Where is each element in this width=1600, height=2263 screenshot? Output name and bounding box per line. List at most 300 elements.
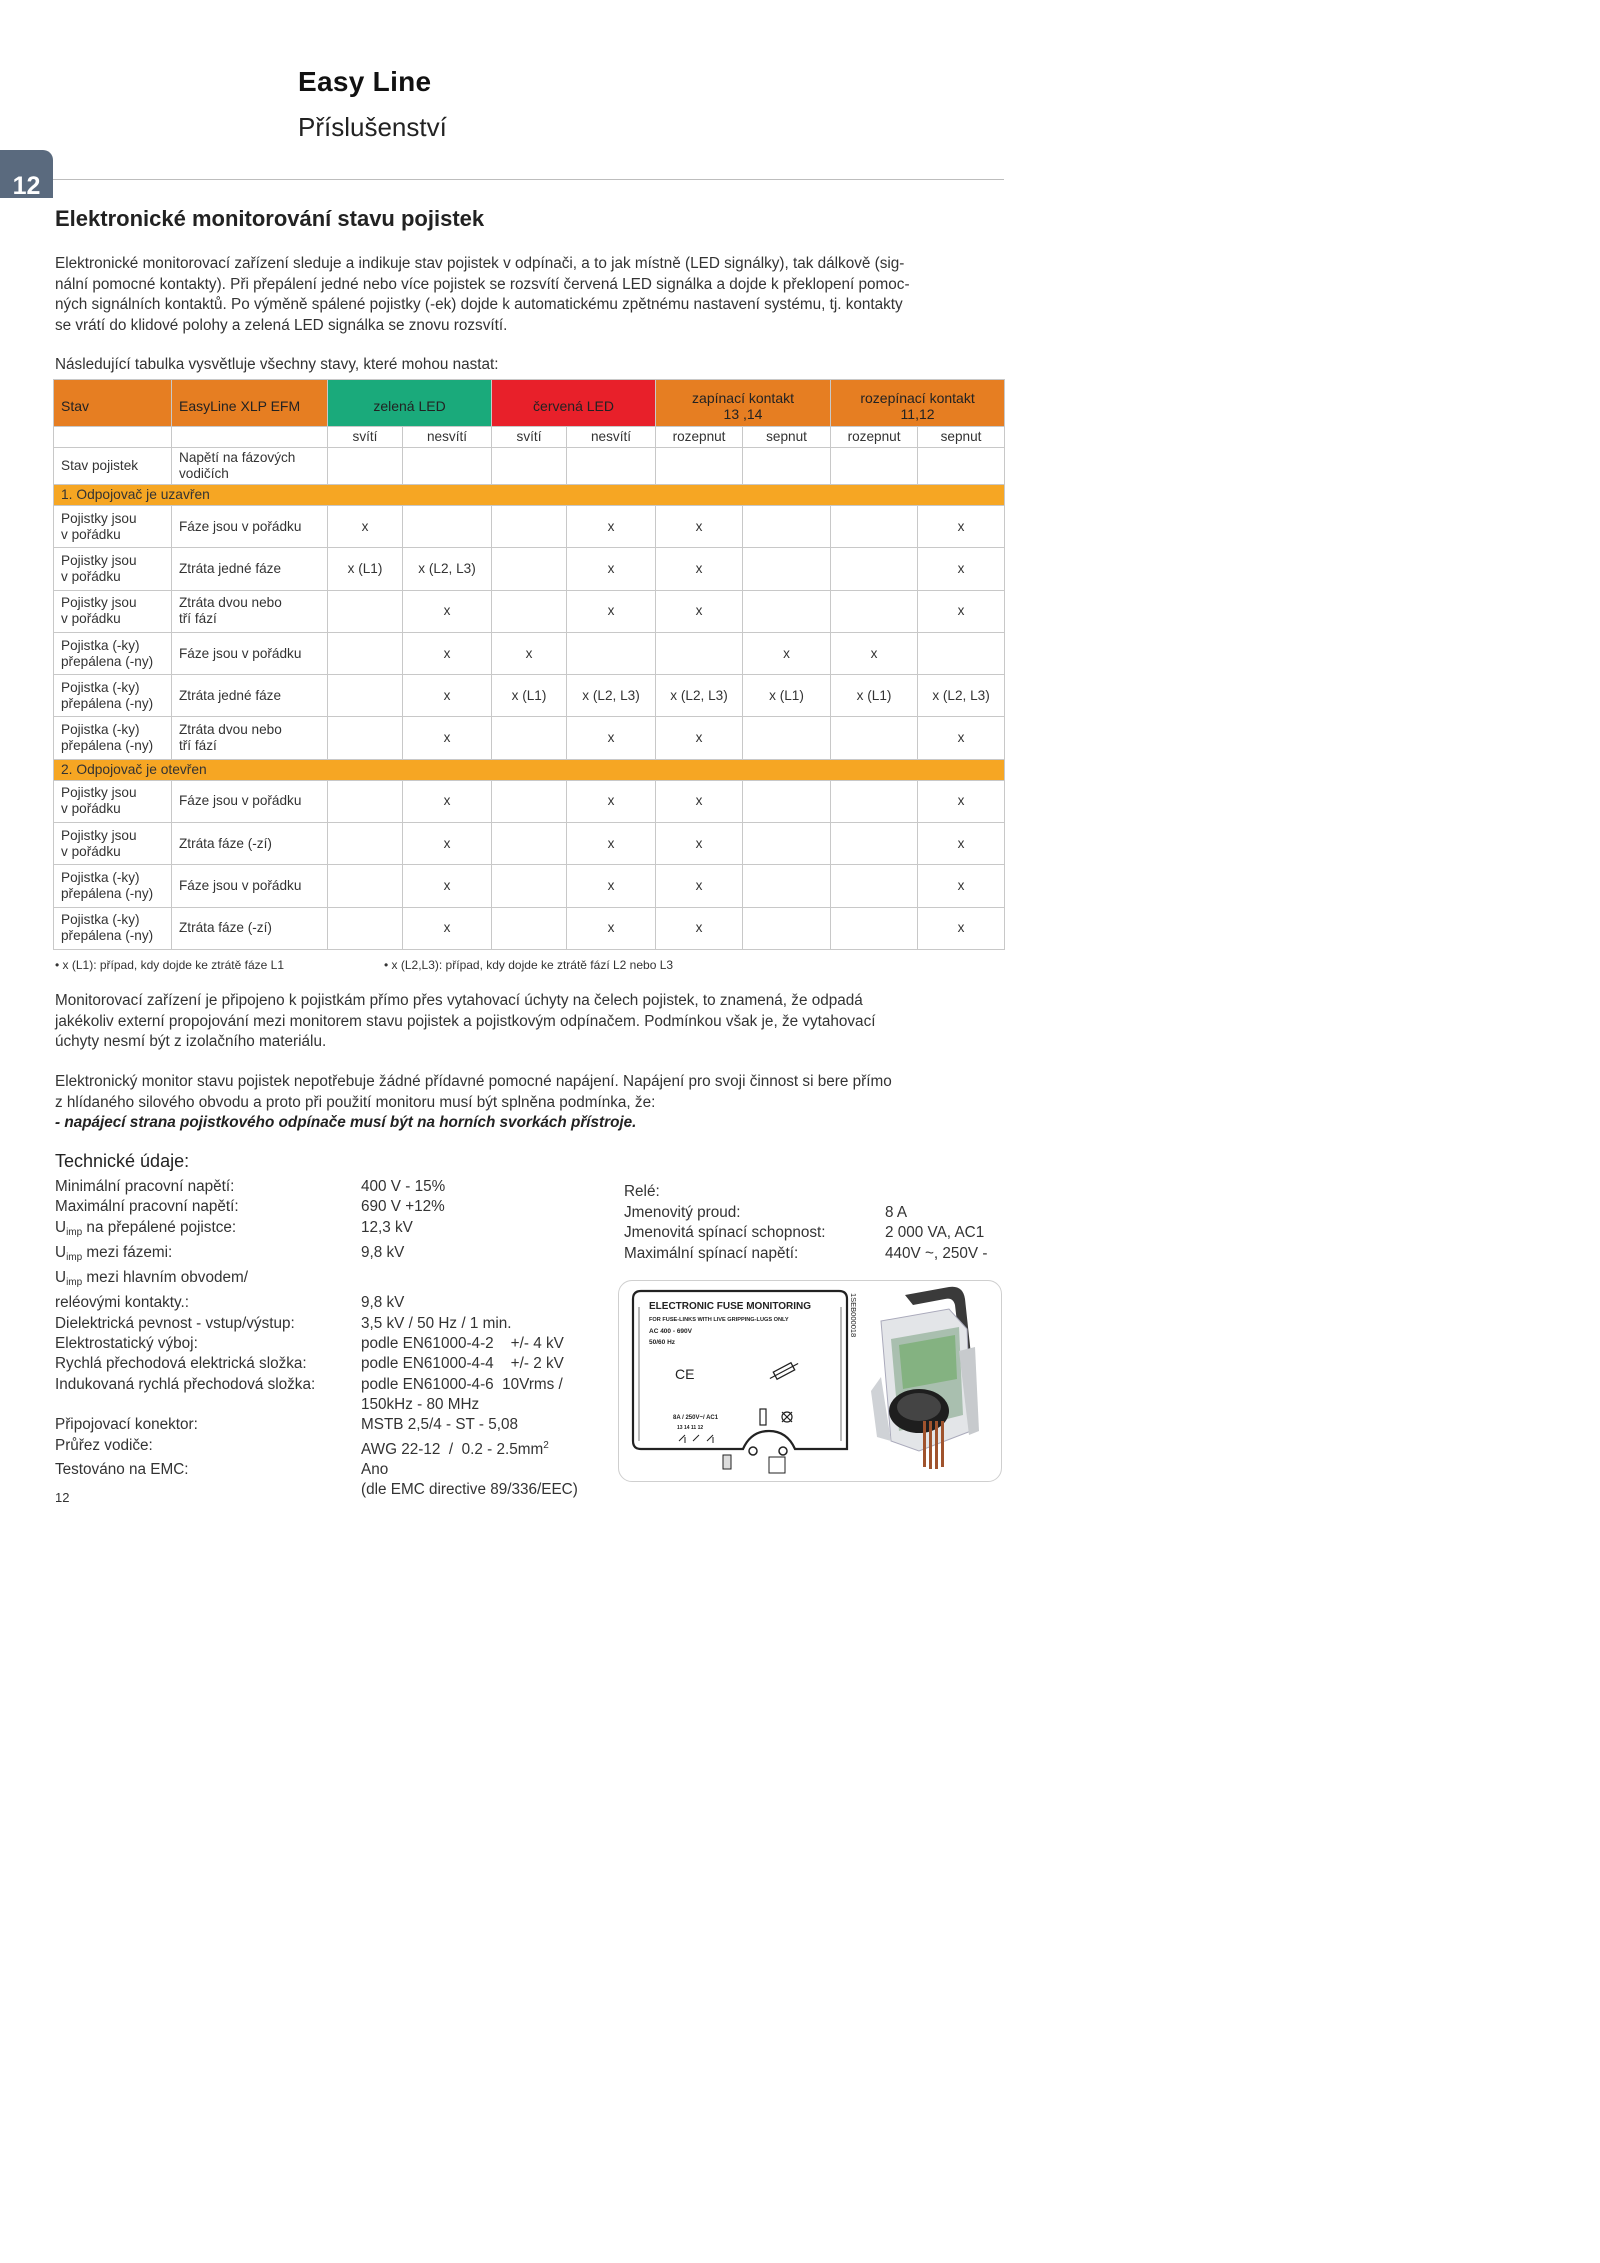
- spec-key-text: Indukovaná rychlá přechodová složka:: [55, 1375, 316, 1393]
- state-mark-cell: [831, 907, 918, 949]
- spec-row: [624, 1223, 987, 1243]
- state-mark-cell: [492, 780, 567, 822]
- state-mark-cell: [743, 865, 831, 907]
- spec-row: [55, 1334, 578, 1354]
- spec-key: [624, 1244, 885, 1264]
- fuse-state-table: [53, 379, 1005, 950]
- intro-line: nální pomocné kontakty). Při přepálení jedné nebo více pojistek se rozsvítí červená LED signálka a dojde k překlopení pomoc-: [55, 275, 910, 293]
- spec-key-text: reléovými kontakty.:: [55, 1294, 190, 1312]
- state-mark-cell: x (L1): [831, 675, 918, 717]
- state-mark-cell: [743, 717, 831, 759]
- spec-key-text: Jmenovitá spínací schopnost:: [624, 1224, 826, 1242]
- state-mark-cell: x: [656, 717, 743, 759]
- connection-paragraph: [55, 991, 1005, 1053]
- spec-row: [55, 1415, 578, 1435]
- state-mark-cell: x: [656, 907, 743, 949]
- spec-value-text: 12,3 kV: [361, 1218, 413, 1236]
- spec-key: [55, 1436, 361, 1460]
- state-mark-cell: x: [403, 823, 492, 865]
- voltage-state-line: Fáze jsou v pořádku: [179, 518, 302, 534]
- voltage-label: [172, 448, 328, 485]
- state-mark-cell: [328, 865, 403, 907]
- spec-key-subscript: imp: [66, 1277, 83, 1289]
- spec-value: [361, 1293, 404, 1313]
- state-mark-cell: x: [403, 780, 492, 822]
- fuse-state-cell: [54, 632, 172, 674]
- subheader-cell: svítí: [328, 427, 403, 448]
- fuse-state-line: Pojistka (-ky): [61, 637, 140, 653]
- paragraph-line: Monitorovací zařízení je připojeno k pojistkám přímo přes vytahovací úchyty na čelech pojistek, to znamená, že odpadá: [55, 992, 863, 1009]
- table-cell: [328, 448, 403, 485]
- spec-key-text: Připojovací konektor:: [55, 1416, 198, 1434]
- spec-value-superscript: 2: [543, 1439, 549, 1451]
- table-cell: [656, 448, 743, 485]
- voltage-state-line: Ztráta dvou nebo: [179, 595, 282, 611]
- spec-value-text: Ano: [361, 1460, 389, 1478]
- table-row: [54, 717, 1005, 759]
- voltage-state-cell: [172, 717, 328, 759]
- spec-key-symbol: U: [55, 1243, 67, 1261]
- table-subheader-row: [54, 427, 1005, 448]
- voltage-state-cell: [172, 590, 328, 632]
- fuse-state-line: přepálena (-ny): [61, 886, 154, 902]
- table-label-row: [54, 448, 1005, 485]
- connector-block-icon: [769, 1457, 785, 1473]
- table-cell: [831, 448, 918, 485]
- voltage-state-line: Ztráta fáze (-zí): [179, 835, 272, 851]
- spec-row: [55, 1268, 578, 1293]
- header-break-contact: [831, 380, 1005, 427]
- fuse-state-line: Pojistka (-ky): [61, 679, 140, 695]
- part-code: 1SEB000018: [849, 1293, 858, 1338]
- fuse-state-line: Pojistka (-ky): [61, 722, 140, 738]
- spec-value-text: podle EN61000-4-4 +/- 2 kV: [361, 1355, 564, 1373]
- table-cell: [918, 448, 1005, 485]
- state-mark-cell: x: [656, 780, 743, 822]
- power-paragraph: [55, 1072, 1005, 1134]
- fuse-state-line: Pojistky jsou: [61, 595, 137, 611]
- spec-row: [624, 1203, 987, 1223]
- spec-row: [55, 1243, 578, 1268]
- fuse-state-line: v pořádku: [61, 843, 121, 859]
- paragraph-line: Elektronický monitor stavu pojistek nepotřebuje žádné přídavné pomocné napájení. Napájení pro svoji činnost si bere přímo: [55, 1073, 892, 1090]
- state-mark-cell: [567, 632, 656, 674]
- spec-row: [55, 1395, 578, 1415]
- spec-row: [55, 1197, 578, 1217]
- intro-line: se vrátí do klidové polohy a zelená LED signálka se znovu rozsvítí.: [55, 316, 508, 334]
- brand-title: Easy Line: [298, 66, 432, 97]
- table-cell: [743, 448, 831, 485]
- note-l23: • x (L2,L3): případ, kdy dojde ke ztrátě fází L2 nebo L3: [384, 958, 674, 972]
- state-mark-cell: x: [567, 548, 656, 590]
- fuse-state-line: přepálena (-ny): [61, 653, 154, 669]
- break-contact-label: rozepínací kontakt: [860, 390, 975, 406]
- spec-key: [55, 1268, 361, 1293]
- spec-key-subscript: imp: [66, 1251, 83, 1263]
- voltage-state-line: tří fází: [179, 611, 217, 627]
- state-mark-cell: x: [743, 632, 831, 674]
- state-mark-cell: x: [656, 865, 743, 907]
- fuse-state-line: Pojistky jsou: [61, 785, 137, 801]
- state-mark-cell: x: [831, 632, 918, 674]
- spec-value: [361, 1436, 549, 1460]
- state-mark-cell: [492, 717, 567, 759]
- state-mark-cell: [403, 506, 492, 548]
- subheader-cell: sepnut: [743, 427, 831, 448]
- state-mark-cell: x: [918, 717, 1005, 759]
- spec-value: [361, 1177, 445, 1197]
- spec-key: [55, 1415, 361, 1435]
- state-mark-cell: [492, 907, 567, 949]
- spec-key-text: mezi fázemi:: [82, 1243, 173, 1261]
- spec-value: [361, 1354, 564, 1374]
- spec-value-text: 690 V +12%: [361, 1198, 445, 1216]
- spec-key: [55, 1480, 361, 1500]
- spec-row: [55, 1480, 578, 1500]
- fuse-state-cell: [54, 780, 172, 822]
- subheader-cell: sepnut: [918, 427, 1005, 448]
- table-row: [54, 506, 1005, 548]
- state-mark-cell: x: [656, 590, 743, 632]
- state-mark-cell: x (L1): [743, 675, 831, 717]
- spec-value-text: 3,5 kV / 50 Hz / 1 min.: [361, 1314, 512, 1332]
- voltage-state-cell: [172, 780, 328, 822]
- table-header-row: [54, 380, 1005, 427]
- fuse-state-line: Pojistky jsou: [61, 510, 137, 526]
- subheader-cell: rozepnut: [831, 427, 918, 448]
- subheader-cell: rozepnut: [656, 427, 743, 448]
- state-mark-cell: x (L2, L3): [918, 675, 1005, 717]
- state-mark-cell: x: [918, 506, 1005, 548]
- spec-row: [55, 1177, 578, 1197]
- spec-key: [55, 1197, 361, 1217]
- fuse-state-line: přepálena (-ny): [61, 928, 154, 944]
- fuse-state-cell: [54, 907, 172, 949]
- spec-key: [55, 1395, 361, 1415]
- brand-subtitle: Příslušenství: [298, 112, 447, 142]
- state-mark-cell: [743, 590, 831, 632]
- table-cell: [403, 448, 492, 485]
- spec-value-text: (dle EMC directive 89/336/EEC): [361, 1481, 578, 1499]
- device-terminals: 13 14 11 12: [677, 1425, 704, 1431]
- fuse-state-line: Pojistky jsou: [61, 827, 137, 843]
- voltage-label-line: Napětí na fázových: [179, 450, 296, 465]
- device-illustration: [619, 1281, 1002, 1482]
- voltage-state-line: Ztráta dvou nebo: [179, 722, 282, 738]
- state-mark-cell: x: [403, 632, 492, 674]
- screw-icon: [749, 1447, 757, 1455]
- fuse-state-line: Pojistka (-ky): [61, 870, 140, 886]
- table-row: [54, 632, 1005, 674]
- section-row: [54, 759, 1005, 780]
- state-mark-cell: [328, 632, 403, 674]
- spec-key-subscript: imp: [66, 1226, 83, 1238]
- subheader-cell: nesvítí: [567, 427, 656, 448]
- voltage-state-line: Fáze jsou v pořádku: [179, 793, 302, 809]
- table-row: [54, 675, 1005, 717]
- spec-value: [361, 1334, 564, 1354]
- state-mark-cell: [831, 717, 918, 759]
- spec-value: [361, 1395, 479, 1415]
- fuse-state-line: v pořádku: [61, 611, 121, 627]
- relay-title: Relé:: [624, 1183, 660, 1200]
- header-red-led: červená LED: [492, 380, 656, 427]
- state-mark-cell: x: [403, 675, 492, 717]
- fuse-state-line: v pořádku: [61, 526, 121, 542]
- fuse-state-label: Stav pojistek: [54, 448, 172, 485]
- state-mark-cell: [328, 907, 403, 949]
- spec-key-text: na přepálené pojistce:: [82, 1218, 237, 1236]
- state-mark-cell: x: [567, 865, 656, 907]
- spec-value: [885, 1203, 907, 1223]
- spec-value-text: podle EN61000-4-2 +/- 4 kV: [361, 1335, 564, 1353]
- spec-value-text: 9,8 kV: [361, 1294, 405, 1312]
- spec-row: [55, 1293, 578, 1313]
- spec-key-text: mezi hlavním obvodem/: [82, 1269, 248, 1287]
- state-mark-cell: x: [492, 632, 567, 674]
- table-row: [54, 865, 1005, 907]
- state-mark-cell: x: [567, 907, 656, 949]
- state-mark-cell: [492, 823, 567, 865]
- spec-key: [55, 1243, 361, 1268]
- header-make-contact: [656, 380, 831, 427]
- spec-value: [885, 1244, 987, 1264]
- device-label-line4: 50/60 Hz: [649, 1339, 676, 1346]
- spec-value: [361, 1197, 445, 1217]
- state-mark-cell: [743, 780, 831, 822]
- state-mark-cell: x: [656, 548, 743, 590]
- device-rating: 8A / 250V~/ AC1: [673, 1415, 719, 1421]
- spec-row: [55, 1436, 578, 1460]
- voltage-state-line: Fáze jsou v pořádku: [179, 878, 302, 894]
- table-row: [54, 823, 1005, 865]
- voltage-state-line: Ztráta fáze (-zí): [179, 920, 272, 936]
- section-title-cell: 2. Odpojovač je otevřen: [54, 759, 1005, 780]
- state-mark-cell: x: [656, 506, 743, 548]
- voltage-state-line: Fáze jsou v pořádku: [179, 645, 302, 661]
- spec-value-text: 400 V - 15%: [361, 1178, 446, 1195]
- state-mark-cell: [656, 632, 743, 674]
- state-mark-cell: [328, 590, 403, 632]
- relay-specs-list: [624, 1203, 987, 1264]
- voltage-state-line: tří fází: [179, 738, 217, 754]
- paragraph-line: jakékoliv externí propojování mezi monitorem stavu pojistek a pojistkovým odpínačem. Podmínkou však je, že vytahovací: [55, 1012, 876, 1030]
- section-title: Elektronické monitorování stavu pojistek: [55, 206, 485, 231]
- device-label-line3: AC 400 - 690V: [649, 1328, 692, 1335]
- spec-row: [55, 1460, 578, 1480]
- state-mark-cell: [492, 548, 567, 590]
- spec-key-symbol: U: [55, 1218, 67, 1236]
- paragraph-line: úchyty nesmí být z izolačního materiálu.: [55, 1033, 327, 1050]
- spec-value-text: podle EN61000-4-6 10Vrms /: [361, 1375, 563, 1393]
- spec-row: [624, 1244, 987, 1264]
- spec-key: [624, 1203, 885, 1223]
- spec-value: [361, 1243, 404, 1268]
- make-contact-label: zapínací kontakt: [692, 390, 794, 406]
- tech-specs-list: [55, 1177, 578, 1500]
- state-mark-cell: [743, 548, 831, 590]
- spec-value-text: 2 000 VA, AC1: [885, 1224, 985, 1242]
- state-mark-cell: [328, 717, 403, 759]
- voltage-state-line: Ztráta jedné fáze: [179, 687, 282, 703]
- state-mark-cell: x: [403, 590, 492, 632]
- intro-paragraph: [55, 254, 1005, 336]
- table-row: [54, 548, 1005, 590]
- spec-key-text: Minimální pracovní napětí:: [55, 1178, 235, 1195]
- spec-value: [361, 1415, 518, 1435]
- state-mark-cell: x: [403, 717, 492, 759]
- spec-key-text: Jmenovitý proud:: [624, 1204, 741, 1221]
- state-mark-cell: x: [403, 907, 492, 949]
- state-mark-cell: x: [567, 506, 656, 548]
- state-mark-cell: x (L1): [328, 548, 403, 590]
- table-cell: [567, 448, 656, 485]
- header-stav: Stav: [54, 380, 172, 427]
- state-mark-cell: x: [567, 590, 656, 632]
- spec-value: [361, 1460, 388, 1480]
- fuse-state-cell: [54, 590, 172, 632]
- fuse-state-line: Pojistka (-ky): [61, 912, 140, 928]
- spec-key: [55, 1334, 361, 1354]
- fuse-state-cell: [54, 823, 172, 865]
- section-row: [54, 485, 1005, 506]
- subheader-cell: nesvítí: [403, 427, 492, 448]
- state-mark-cell: x: [918, 590, 1005, 632]
- state-mark-cell: x: [656, 823, 743, 865]
- spec-key-text: Testováno na EMC:: [55, 1460, 189, 1478]
- state-mark-cell: x: [567, 823, 656, 865]
- voltage-label-line: vodičích: [179, 466, 229, 481]
- intro-line: ných signálních kontaktů. Po výměně spálené pojistky (-ek) dojde k automatickému zpětnému nastavení systému, tj. kontakty: [55, 296, 903, 313]
- voltage-state-cell: [172, 675, 328, 717]
- spec-key-text: Rychlá přechodová elektrická složka:: [55, 1355, 307, 1373]
- fuse-switch-photo-icon: [871, 1287, 979, 1469]
- state-mark-cell: x: [403, 865, 492, 907]
- paragraph-emphasis: - napájecí strana pojistkového odpínače musí být na horních svorkách přístroje.: [55, 1114, 637, 1131]
- spec-value: [361, 1218, 413, 1243]
- state-mark-cell: x: [328, 506, 403, 548]
- state-mark-cell: [831, 506, 918, 548]
- spec-key-symbol: U: [55, 1269, 67, 1287]
- state-mark-cell: [831, 548, 918, 590]
- device-label-line1: ELECTRONIC FUSE MONITORING: [649, 1301, 812, 1312]
- voltage-state-cell: [172, 548, 328, 590]
- spec-key: [55, 1375, 361, 1395]
- spec-key: [55, 1460, 361, 1480]
- tech-title: Technické údaje:: [55, 1151, 190, 1171]
- voltage-state-cell: [172, 632, 328, 674]
- state-mark-cell: x (L1): [492, 675, 567, 717]
- table-row: [54, 907, 1005, 949]
- state-mark-cell: [918, 632, 1005, 674]
- spec-value-text: 9,8 kV: [361, 1243, 405, 1261]
- fuse-state-cell: [54, 675, 172, 717]
- ce-mark: CE: [675, 1366, 695, 1382]
- state-mark-cell: [492, 865, 567, 907]
- state-mark-cell: x: [918, 907, 1005, 949]
- state-mark-cell: x (L2, L3): [403, 548, 492, 590]
- fuse-state-line: v pořádku: [61, 568, 121, 584]
- intro-line: Elektronické monitorovací zařízení sleduje a indikuje stav pojistek v odpínači, a to jak místně (LED signálky), tak dálkově (sig-: [55, 255, 905, 272]
- subheader-cell: svítí: [492, 427, 567, 448]
- voltage-state-cell: [172, 865, 328, 907]
- page-number: 12: [55, 1490, 70, 1505]
- spec-row: [55, 1354, 578, 1374]
- connector-pin-icon: [723, 1455, 731, 1469]
- state-mark-cell: x: [567, 780, 656, 822]
- state-mark-cell: x (L2, L3): [656, 675, 743, 717]
- make-contact-numbers: 13 ,14: [723, 406, 763, 422]
- spec-value: [885, 1223, 984, 1243]
- fuse-state-line: v pořádku: [61, 801, 121, 817]
- header-divider: [53, 179, 1004, 180]
- state-mark-cell: x (L2, L3): [567, 675, 656, 717]
- break-contact-numbers: 11,12: [900, 406, 935, 422]
- state-mark-cell: [743, 506, 831, 548]
- spec-row: [55, 1375, 578, 1395]
- voltage-state-line: Ztráta jedné fáze: [179, 560, 282, 576]
- state-mark-cell: [743, 907, 831, 949]
- voltage-state-cell: [172, 506, 328, 548]
- chapter-number: 12: [12, 172, 41, 198]
- fuse-state-cell: [54, 506, 172, 548]
- table-cell: [492, 448, 567, 485]
- spec-value-text: 150kHz - 80 MHz: [361, 1395, 480, 1413]
- spec-key-text: Maximální pracovní napětí:: [55, 1198, 239, 1216]
- spec-key: [624, 1223, 885, 1243]
- spec-key: [55, 1354, 361, 1374]
- table-cell: [172, 427, 328, 448]
- state-mark-cell: [831, 865, 918, 907]
- spec-value: [361, 1375, 563, 1395]
- fuse-state-line: přepálena (-ny): [61, 695, 154, 711]
- note-l1: • x (L1): případ, kdy dojde ke ztrátě fáze L1: [55, 958, 284, 972]
- product-photo: [618, 1280, 1002, 1482]
- spec-value-text: MSTB 2,5/4 - ST - 5,08: [361, 1416, 518, 1434]
- fuse-state-cell: [54, 548, 172, 590]
- state-mark-cell: [328, 675, 403, 717]
- table-intro: Následující tabulka vysvětluje všechny stavy, které mohou nastat:: [55, 356, 499, 373]
- spec-key-text: Elektrostatický výboj:: [55, 1335, 198, 1353]
- state-mark-cell: x: [918, 823, 1005, 865]
- fuse-state-line: přepálena (-ny): [61, 738, 154, 754]
- header-green-led: zelená LED: [328, 380, 492, 427]
- spec-value: [361, 1314, 511, 1334]
- chapter-tab: [0, 150, 53, 198]
- spec-key: [55, 1314, 361, 1334]
- header-product: EasyLine XLP EFM: [172, 380, 328, 427]
- spec-key: [55, 1177, 361, 1197]
- spec-row: [55, 1314, 578, 1334]
- device-label-line2: FOR FUSE-LINKS WITH LIVE GRIPPING-LUGS ONLY: [649, 1317, 789, 1323]
- state-mark-cell: x: [918, 780, 1005, 822]
- spec-value-text: 8 A: [885, 1204, 908, 1221]
- state-mark-cell: x: [918, 865, 1005, 907]
- state-mark-cell: [328, 780, 403, 822]
- voltage-state-cell: [172, 823, 328, 865]
- spec-key: [55, 1218, 361, 1243]
- state-mark-cell: [831, 590, 918, 632]
- spec-value: [361, 1480, 578, 1500]
- spec-key-text: Dielektrická pevnost - vstup/výstup:: [55, 1314, 295, 1332]
- state-mark-cell: [831, 780, 918, 822]
- spec-value-text: AWG 22-12 / 0.2 - 2.5mm: [361, 1440, 544, 1458]
- table-row: [54, 590, 1005, 632]
- state-mark-cell: [743, 823, 831, 865]
- state-mark-cell: [328, 823, 403, 865]
- spec-key: [55, 1293, 361, 1313]
- spec-row: [55, 1218, 578, 1243]
